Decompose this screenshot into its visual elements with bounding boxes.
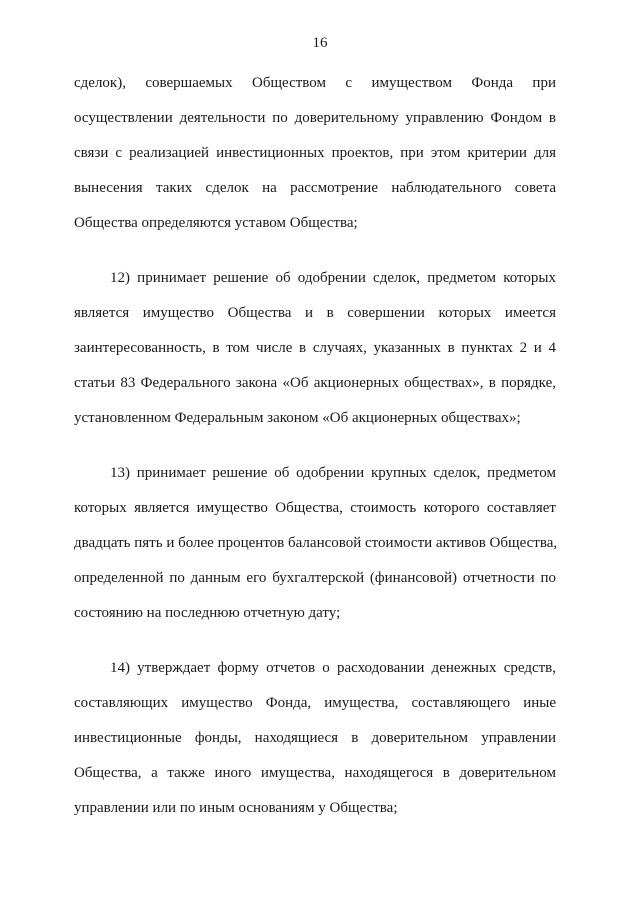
page-number: 16 <box>312 35 328 51</box>
paragraph-item-13 <box>74 456 556 631</box>
text-line: сделок), совершаемых Обществом с имуществом Фонда при <box>74 75 556 91</box>
text-line: которых является имущество Общества, стоимость которого составляет <box>74 500 556 516</box>
text-line: двадцать пять и более процентов балансовой стоимости активов Общества, <box>74 535 558 551</box>
text-line: управлении или по иным основаниям у Общества; <box>74 800 398 816</box>
text-line: Общества определяются уставом Общества; <box>74 215 358 231</box>
text-line: 14) утверждает форму отчетов о расходовании денежных средств, <box>110 660 556 676</box>
text-line: заинтересованность, в том числе в случаях, указанных в пунктах 2 и 4 <box>74 340 556 356</box>
text-line: 12) принимает решение об одобрении сделок, предметом которых <box>110 270 556 286</box>
text-line: 13) принимает решение об одобрении крупных сделок, предметом <box>110 465 556 481</box>
text-line: состоянию на последнюю отчетную дату; <box>74 605 341 621</box>
text-line: вынесения таких сделок на рассмотрение наблюдательного совета <box>74 180 556 196</box>
text-line: статьи 83 Федерального закона «Об акционерных обществах», в порядке, <box>74 375 556 391</box>
paragraph-item-14 <box>74 651 556 826</box>
text-line: осуществлении деятельности по доверительному управлению Фондом в <box>74 110 556 126</box>
text-line: установленном Федеральным законом «Об акционерных обществах»; <box>74 410 521 426</box>
document-body <box>74 66 556 846</box>
text-line: Общества, а также иного имущества, находящегося в доверительном <box>74 765 556 781</box>
paragraph-item-12 <box>74 261 556 436</box>
text-line: составляющих имущество Фонда, имущества, составляющего иные <box>74 695 556 711</box>
text-line: связи с реализацией инвестиционных проектов, при этом критерии для <box>74 145 556 161</box>
paragraph-continuation <box>74 66 556 241</box>
text-line: определенной по данным его бухгалтерской (финансовой) отчетности по <box>74 570 556 586</box>
text-line: инвестиционные фонды, находящиеся в доверительном управлении <box>74 730 556 746</box>
text-line: является имущество Общества и в совершении которых имеется <box>74 305 556 321</box>
